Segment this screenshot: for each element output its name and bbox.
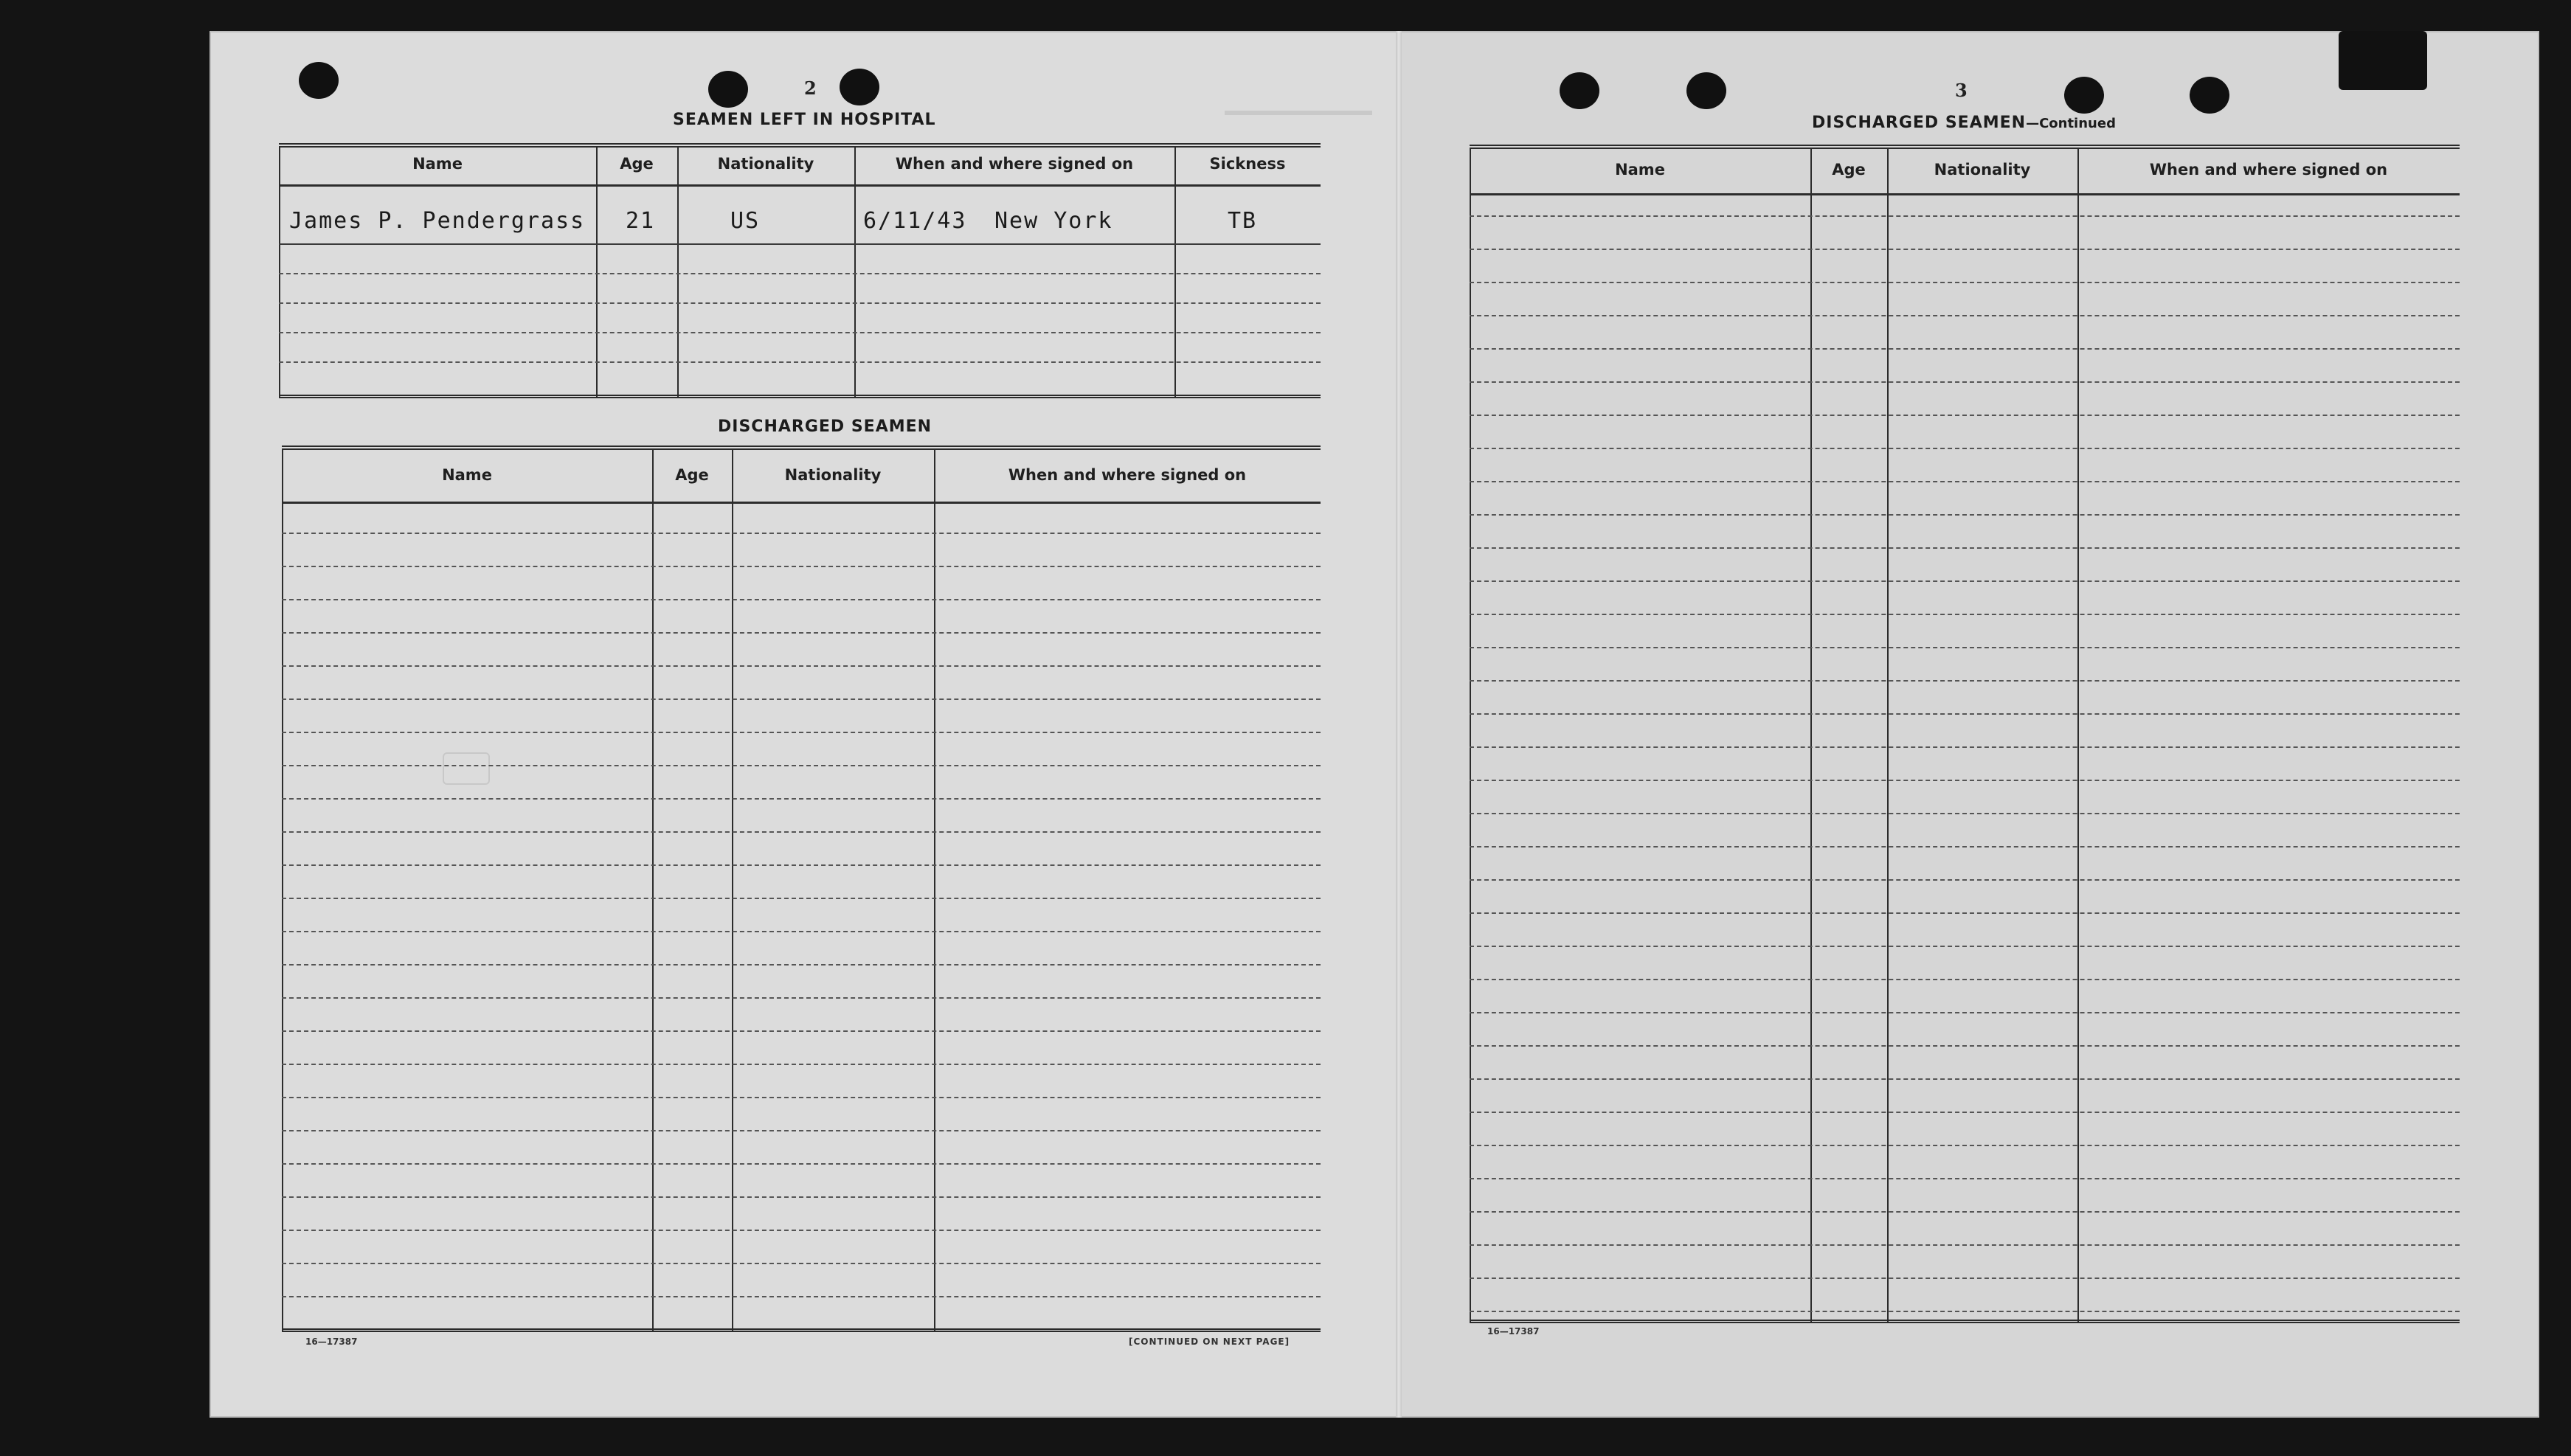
row-rule: [282, 566, 1321, 567]
header-age: Age: [620, 155, 654, 173]
row-rule: [1470, 846, 2460, 847]
row-rule: [282, 798, 1321, 800]
row-rule: [1470, 1012, 2460, 1013]
row-rule: [1470, 746, 2460, 748]
row-rule: [1470, 481, 2460, 482]
header-name: Name: [412, 155, 463, 173]
header-age: Age: [1832, 161, 1866, 178]
discharged-column-divider: [732, 450, 733, 1332]
row-rule: [1470, 1078, 2460, 1080]
row-rule: [1470, 415, 2460, 416]
row-rule: [282, 1263, 1321, 1264]
table-bottom-rule: [1470, 1320, 2460, 1323]
row-rule: [1470, 813, 2460, 814]
row-rule: [1470, 1278, 2460, 1279]
discharged-column-divider: [934, 450, 935, 1332]
row-rule: [1470, 1211, 2460, 1213]
hospital-table: [279, 143, 1321, 398]
row-rule: [1470, 1112, 2460, 1113]
row-rule: [1470, 1145, 2460, 1146]
header-nationality: Nationality: [1934, 161, 2031, 178]
row-rule: [1470, 514, 2460, 516]
row-rule: [1470, 381, 2460, 383]
row-rule: [1470, 912, 2460, 914]
discharged-column-divider: [652, 450, 654, 1332]
row-rule: [282, 1064, 1321, 1065]
punch-hole: [1686, 72, 1726, 109]
header-nationality: Nationality: [784, 466, 882, 484]
header-signed-on: When and where signed on: [1008, 466, 1247, 484]
discharged-column-divider: [1470, 149, 1471, 1323]
row-rule: [1470, 1178, 2460, 1179]
page-number: 2: [804, 77, 817, 99]
discharged-column-divider: [1810, 149, 1812, 1323]
row-rule: [282, 964, 1321, 966]
header-age: Age: [675, 466, 709, 484]
header-signed-on: When and where signed on: [895, 155, 1134, 173]
bleed-through-mark: [1225, 111, 1372, 115]
hospital-entry-date: 6/11/43: [863, 208, 967, 234]
hospital-entry-age: 21: [626, 208, 656, 234]
punch-hole: [1560, 72, 1599, 109]
row-rule: [282, 931, 1321, 932]
row-rule: [1470, 315, 2460, 316]
row-rule: [282, 1296, 1321, 1297]
row-rule: [282, 1230, 1321, 1231]
row-rule: [282, 1196, 1321, 1198]
binding-tab: [2339, 31, 2427, 90]
header-name: Name: [442, 466, 492, 484]
form-number: 16—17387: [1487, 1326, 1540, 1337]
discharged-table: [282, 446, 1321, 1332]
table-bottom-rule: [279, 395, 1321, 398]
row-rule: [1470, 348, 2460, 350]
row-rule: [1470, 1045, 2460, 1047]
row-rule: [282, 665, 1321, 667]
row-rule: [282, 1097, 1321, 1098]
hospital-entry-sickness: TB: [1228, 208, 1258, 234]
header-sickness: Sickness: [1209, 155, 1286, 173]
row-rule: [282, 698, 1321, 700]
row-rule: [1470, 680, 2460, 682]
discharged-continued-title: [1812, 114, 2116, 132]
row-rule: [1470, 215, 2460, 217]
row-rule: [282, 898, 1321, 899]
row-rule: [282, 632, 1321, 634]
hospital-entry-nationality: US: [730, 208, 761, 234]
discharged-continued-table: [1470, 145, 2460, 1323]
discharged-title-text: DISCHARGED SEAMEN: [1812, 114, 2027, 132]
row-rule: [282, 765, 1321, 766]
row-rule: [1470, 946, 2460, 947]
hospital-section-title: SEAMEN LEFT IN HOSPITAL: [673, 111, 936, 129]
row-rule: [1470, 979, 2460, 980]
punch-hole: [2190, 77, 2229, 114]
page-number: 3: [1955, 80, 1968, 101]
hospital-entry-place: New York: [994, 208, 1113, 234]
page-fold: [1396, 31, 1402, 1418]
row-rule: [282, 599, 1321, 600]
punch-hole: [299, 62, 339, 99]
row-rule: [282, 997, 1321, 999]
row-rule: [1470, 879, 2460, 881]
row-rule: [282, 1130, 1321, 1131]
row-rule: [1470, 614, 2460, 615]
row-rule: [282, 732, 1321, 733]
continued-suffix: —Continued: [2026, 116, 2116, 131]
row-rule: [1470, 1244, 2460, 1246]
header-name: Name: [1615, 161, 1665, 178]
row-rule: [282, 1030, 1321, 1032]
row-rule: [282, 1163, 1321, 1165]
row-rule: [1470, 1311, 2460, 1312]
row-rule: [279, 332, 1321, 333]
discharged-section-title: DISCHARGED SEAMEN: [718, 417, 932, 436]
header-signed-on: When and where signed on: [2149, 161, 2388, 178]
punch-hole: [840, 69, 879, 105]
discharged-column-divider: [282, 450, 283, 1332]
row-rule: [1470, 780, 2460, 781]
form-number: 16—17387: [305, 1337, 358, 1347]
punch-hole: [2064, 77, 2104, 114]
row-rule: [1470, 448, 2460, 449]
row-rule: [1470, 647, 2460, 648]
row-rule: [282, 831, 1321, 833]
discharged-column-divider: [2077, 149, 2079, 1323]
punch-hole: [708, 71, 748, 108]
header-nationality: Nationality: [717, 155, 814, 173]
row-rule: [282, 864, 1321, 866]
row-rule: [1470, 282, 2460, 283]
discharged-column-divider: [1887, 149, 1889, 1323]
row-rule: [282, 533, 1321, 534]
continued-note: [CONTINUED ON NEXT PAGE]: [1129, 1337, 1290, 1347]
row-rule: [279, 243, 1321, 245]
row-rule: [279, 273, 1321, 274]
row-rule: [1470, 249, 2460, 250]
hospital-entry-name: James P. Pendergrass: [289, 208, 586, 234]
row-rule: [1470, 580, 2460, 582]
row-rule: [279, 361, 1321, 363]
table-bottom-rule: [282, 1328, 1321, 1332]
row-rule: [279, 302, 1321, 304]
row-rule: [1470, 713, 2460, 715]
row-rule: [1470, 547, 2460, 549]
